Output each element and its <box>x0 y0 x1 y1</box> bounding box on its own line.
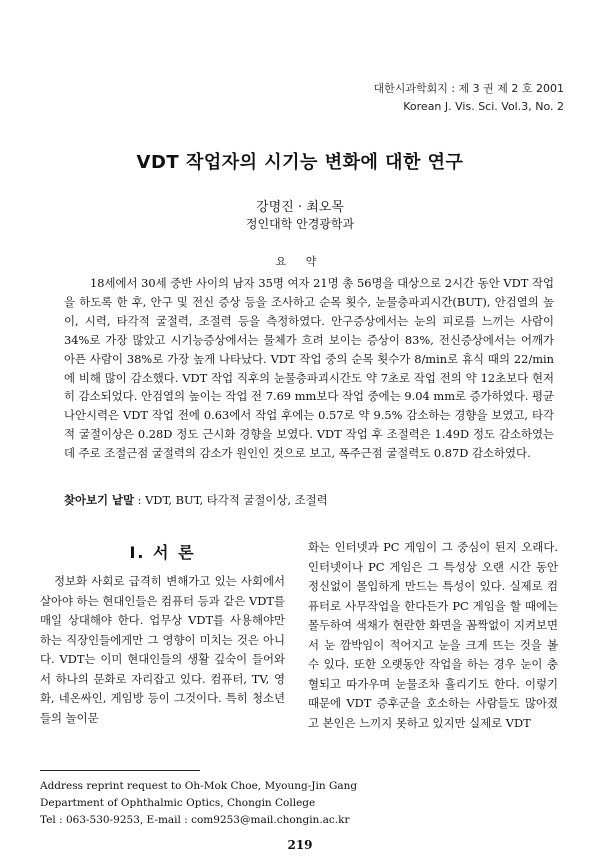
paper-title: VDT 작업자의 시기능 변화에 대한 연구 <box>136 152 464 173</box>
journal-english: Korean J. Vis. Sci. Vol.3, No. 2 <box>403 100 564 113</box>
footnote <box>40 778 440 829</box>
keywords-text: : VDT, BUT, 타각적 굴절이상, 조절력 <box>134 493 328 507</box>
authors: 강명진 · 최오목 <box>256 200 344 215</box>
keywords <box>64 492 554 508</box>
abstract-heading: 요 약 <box>275 255 325 268</box>
section-title: I. 서 론 <box>129 543 196 562</box>
journal-korean: 대한시과학회지 : 제 3 권 제 2 호 2001 <box>373 82 564 95</box>
journal-header <box>373 80 564 116</box>
footnote-line: Department of Ophthalmic Optics, Chongin College <box>40 797 316 809</box>
footnote-line: Address reprint request to Oh-Mok Choe, Myoung-Jin Gang <box>40 780 358 792</box>
abstract-text: 18세에서 30세 중반 사이의 남자 35명 여자 21명 총 56명을 대상으로 2시간 동안 VDT 작업을 하도록 한 후, 안구 및 전신 증상 등을 조사하고 순목 횟수, 눈물층파괴시간(BUT), 안검열의 높이, 시력, 타각적 굴절력, 조절력 등을 측정하였다. 안구증상에서는 눈의 피로를 느끼는 사람이 34%로 가장 많았고 시기능증상에서는 물체가 흐려 보이는 증상이 83%, 전신증상에서는 어깨가 아픈 사람이 38%로 가장 높게 나타났다. VDT 작업 중의 순목 횟수가 8/min로 휴식 때의 22/min에 비해 많이 감소했다. VDT 작업 직후의 눈물층파괴시간도 약 7초로 작업 전의 약 12초보다 현저히 감소되었다. 안검열의 높이는 작업 전 7.69 mm보다 작업 중에는 9.04 mm로 증가하였다. 평균 나안시력은 VDT 작업 전에 0.63에서 작업 후에는 0.57로 약 9.5% 감소하는 경향을 보였고, 타각적 굴절이상은 0.28D 정도 근시화 경향을 보였다. VDT 작업 후 조절력은 1.49D 정도 감소하였는데 주로 조절근점 굴절력의 감소가 원인인 것으로 보고, 폭주근점 굴절력도 0.87D 감소하였다. <box>64 276 554 461</box>
footnote-line: Tel : 063-530-9253, E-mail : com9253@mail.chongin.ac.kr <box>40 814 350 826</box>
keywords-label: 찾아보기 낱말 <box>64 493 134 507</box>
affiliation: 정인대학 안경광학과 <box>245 217 355 231</box>
body-right-column: 화는 인터넷과 PC 게임이 그 중심이 된지 오래다. 인터넷이나 PC 게임은 그 특성상 오랜 시간 동안 정신없이 몰입하게 만드는 특성이 있다. 실제로 컴퓨터로 사무작업을 한다든가 PC 게임을 할 때에는 몰두하여 색채가 현란한 화면을 꼼짝없이 지켜보면서 눈 깜박임이 적어지고 눈을 크게 뜨는 것을 볼 수 있다. 또한 오랫동안 작업을 하는 경우 눈이 충혈되고 따가우며 눈물조차 흘리기도 한다. 이렇기 때문에 VDT 증후군을 호소하는 사람들도 많아졌고 본인은 느끼지 못하고 있지만 실제로 VDT <box>308 540 558 730</box>
page-number: 219 <box>287 838 313 852</box>
footnote-divider <box>40 770 200 771</box>
body-left-column: 정보화 사회로 급격히 변해가고 있는 사회에서 살아야 하는 현대인들은 컴퓨터 등과 같은 VDT를 매일 상대해야 한다. 업무상 VDT를 사용해야만 하는 직장인들에게만 그 영향이 미치는 것은 아니다. VDT는 이미 현대인들의 생활 깊숙이 들어와서 하나의 문화로 자리잡고 있다. 컴퓨터, TV, 영화, 네온싸인, 게임방 등이 그것이다. 특히 청소년들의 놀이문 <box>40 574 285 725</box>
